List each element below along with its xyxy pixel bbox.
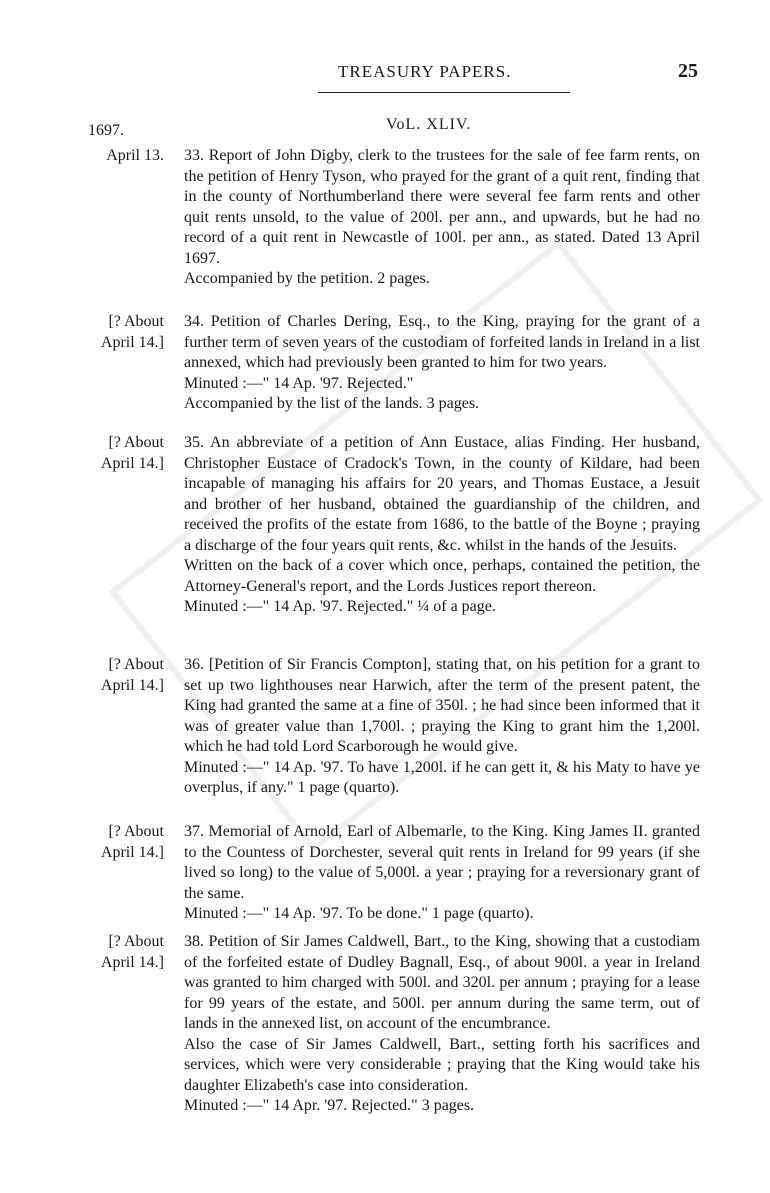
volume-heading: VoL. XLIV.: [386, 116, 472, 133]
entry-text: 38. Petition of Sir James Caldwell, Bart., to the King, showing that a custodiam of the forfeited estate of Dudley Bagnall, Esq., of about 900l. a year in Ireland was granted to him charged with 500l. and 320l. per annum ; praying for a lease for 99 years of the estate, and 500l. per annum during the same term, out of lands in the annexed list, on account of the encumbrance.: [184, 933, 700, 1032]
entry-minuted: Minuted :—" 14 Ap. '97. To have 1,200l. if he can gett it, & his Maty to have ye overplus, if any." 1 page (quarto).: [184, 758, 700, 796]
entry-date: [74, 932, 164, 973]
entry-body: [184, 433, 700, 618]
entry-date-line2: April 14.]: [100, 676, 164, 694]
entry-body: [184, 822, 700, 925]
entry-text: 34. Petition of Charles Dering, Esq., to the King, praying for the grant of a further term of seven years of the custodiam of forfeited lands in Ireland in a list annexed, which had previously been granted to him for two years.: [184, 313, 700, 371]
entry-minuted: Minuted :—" 14 Ap. '97. Rejected.": [184, 374, 414, 392]
entry-date-line2: April 14.]: [100, 454, 164, 472]
entry-minuted: Minuted :—" 14 Apr. '97. Rejected." 3 pages.: [184, 1097, 475, 1114]
entry-date: [74, 655, 164, 696]
entry-date-line1: [? About: [108, 656, 164, 673]
entry-date: [74, 146, 164, 167]
entry-body: [184, 932, 700, 1117]
entry-date: [74, 312, 164, 353]
entry-date-line2: April 14.]: [100, 333, 164, 351]
header-rule: [318, 92, 570, 93]
entry-body: [184, 146, 700, 290]
entry-body: [184, 312, 700, 415]
entry-text-2: Written on the back of a cover which once, perhaps, contained the petition, the Attorney-General's report, and the Lords Justices report thereon.: [184, 557, 700, 595]
entry-date-line2: April 14.]: [100, 843, 164, 861]
year-label: 1697.: [88, 122, 124, 139]
entry-date-line2: April 14.]: [100, 953, 164, 971]
entry-note: Accompanied by the list of the lands. 3 pages.: [184, 395, 480, 412]
entry-minuted: Minuted :—" 14 Ap. '97. To be done." 1 page (quarto).: [184, 905, 534, 922]
entry-text: 37. Memorial of Arnold, Earl of Albemarle, to the King. King James II. granted to the Countess of Dorchester, several quit rents in Ireland for 99 years (if she lived so long) to the value of 5,000l. a year ; praying for a reversionary grant of the same.: [184, 823, 700, 902]
page-header: [0, 62, 770, 92]
entry-text: 35. An abbreviate of a petition of Ann Eustace, alias Finding. Her husband, Christopher Eustace of Cradock's Town, in the county of Kildare, had been incapable of managing his affairs for 20 years, and Thomas Eustace, a Jesuit and brother of her husband, obtained the guardianship of the children, and received the profits of the estate from 1686, to the battle of the Boyne ; praying a discharge of the four years quit rents, &c. whilst in the hands of the Jesuits.: [184, 434, 700, 554]
entry-note: Accompanied by the petition. 2 pages.: [184, 270, 430, 287]
entry-body: [184, 655, 700, 799]
entry-text-2: Also the case of Sir James Caldwell, Bart., setting forth his sacrifices and services, which were very considerable ; praying that the King would take his daughter Elizabeth's case into consideration.: [184, 1035, 700, 1094]
entry-text: 33. Report of John Digby, clerk to the trustees for the sale of fee farm rents, on the petition of Henry Tyson, who prayed for the grant of a quit rent, finding that in the county of Northumberland there were several fee farm rents and other quit rents unsold, to the value of 200l. per ann., and upwards, but he had no record of a quit rent in Newcastle of 100l. per ann., as stated. Dated 13 April 1697.: [184, 147, 700, 267]
entry-minuted: Minuted :—" 14 Ap. '97. Rejected." ¼ of a page.: [184, 598, 496, 615]
entry-date: [74, 822, 164, 863]
entry-date-line1: [? About: [108, 823, 164, 840]
entry-text: 36. [Petition of Sir Francis Compton], stating that, on his petition for a grant to set up two lighthouses near Harwich, after the term of the present patent, the King had granted the same at a fine of 350l. ; he had since been informed that it was of greater value than 1,700l. ; praying the King to grant him the 1,200l. which he had told Lord Scarborough he would give.: [184, 656, 700, 755]
entry-date-line1: [? About: [108, 434, 164, 451]
entry-date-line1: [? About: [108, 933, 164, 950]
entry-date: [74, 433, 164, 474]
entry-date-line1: [? About: [108, 313, 164, 330]
running-title: TREASURY PAPERS.: [338, 62, 512, 81]
entry-date-line1: April 13.: [106, 147, 164, 164]
page-number: 25: [678, 60, 698, 82]
